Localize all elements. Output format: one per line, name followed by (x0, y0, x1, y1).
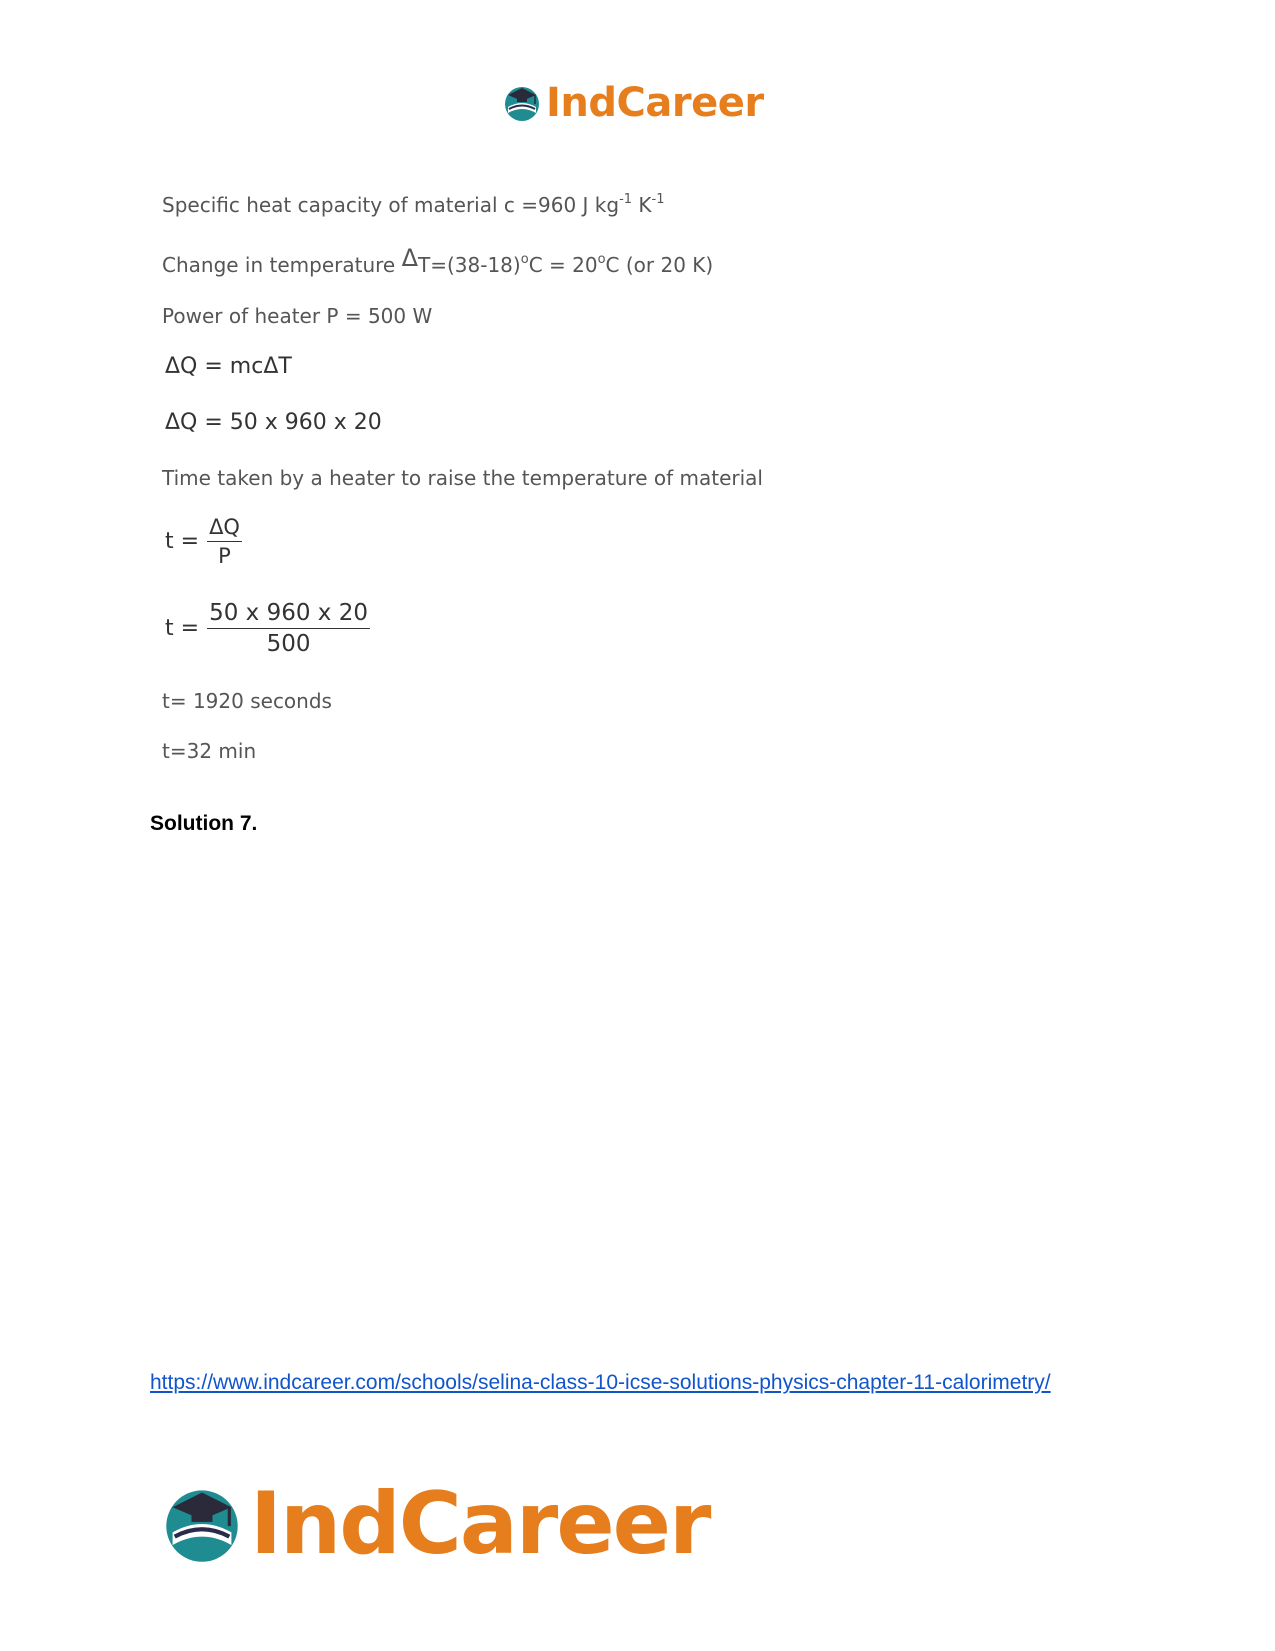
change-temp-line (162, 244, 713, 277)
fraction-denominator: 500 (266, 631, 311, 657)
graduation-cap-book-globe-icon (502, 83, 542, 123)
fraction-lhs: t = (165, 616, 200, 641)
change-temp-part2: C = 20 (528, 253, 598, 277)
time-taken-line: Time taken by a heater to raise the temperature of material (162, 466, 763, 490)
equation-heat-values: ΔQ = 50 x 960 x 20 (165, 410, 382, 435)
kg-exponent: -1 (619, 192, 633, 207)
header-logo-text: IndCareer (546, 80, 764, 126)
change-temp-part3: C (or 20 K) (605, 253, 714, 277)
fraction-lhs: t = (165, 529, 200, 554)
footer-link[interactable]: https://www.indcareer.com/schools/selina-class-10-icse-solutions-physics-chapter-11-calorimetry/ (150, 1371, 1051, 1394)
header-logo (502, 80, 764, 126)
footer-logo-text: IndCareer (250, 1474, 710, 1574)
degree-symbol: o (520, 252, 529, 267)
solution-heading: Solution 7. (150, 812, 258, 835)
specific-heat-line (162, 192, 665, 217)
footer-logo (160, 1474, 709, 1574)
fraction-numerator: 50 x 960 x 20 (207, 600, 370, 629)
fraction-denominator: P (218, 544, 231, 568)
result-minutes: t=32 min (162, 739, 257, 763)
fraction-numerator: ΔQ (207, 515, 242, 542)
change-temp-part1: T=(38-18) (418, 253, 521, 277)
change-temp-prefix: Change in temperature (162, 253, 402, 277)
degree-symbol: o (597, 252, 606, 267)
power-line: Power of heater P = 500 W (162, 304, 433, 328)
graduation-cap-book-globe-icon (160, 1482, 244, 1566)
kelvin-unit: K (632, 193, 652, 217)
fraction-time-values (165, 600, 370, 657)
delta-symbol: Δ (401, 244, 419, 272)
fraction-time-formula (165, 515, 242, 568)
kelvin-exponent: -1 (651, 192, 665, 207)
equation-heat: ΔQ = mcΔT (165, 354, 292, 379)
specific-heat-text: Specific heat capacity of material c =960 J kg (162, 193, 620, 217)
result-seconds: t= 1920 seconds (162, 689, 332, 713)
